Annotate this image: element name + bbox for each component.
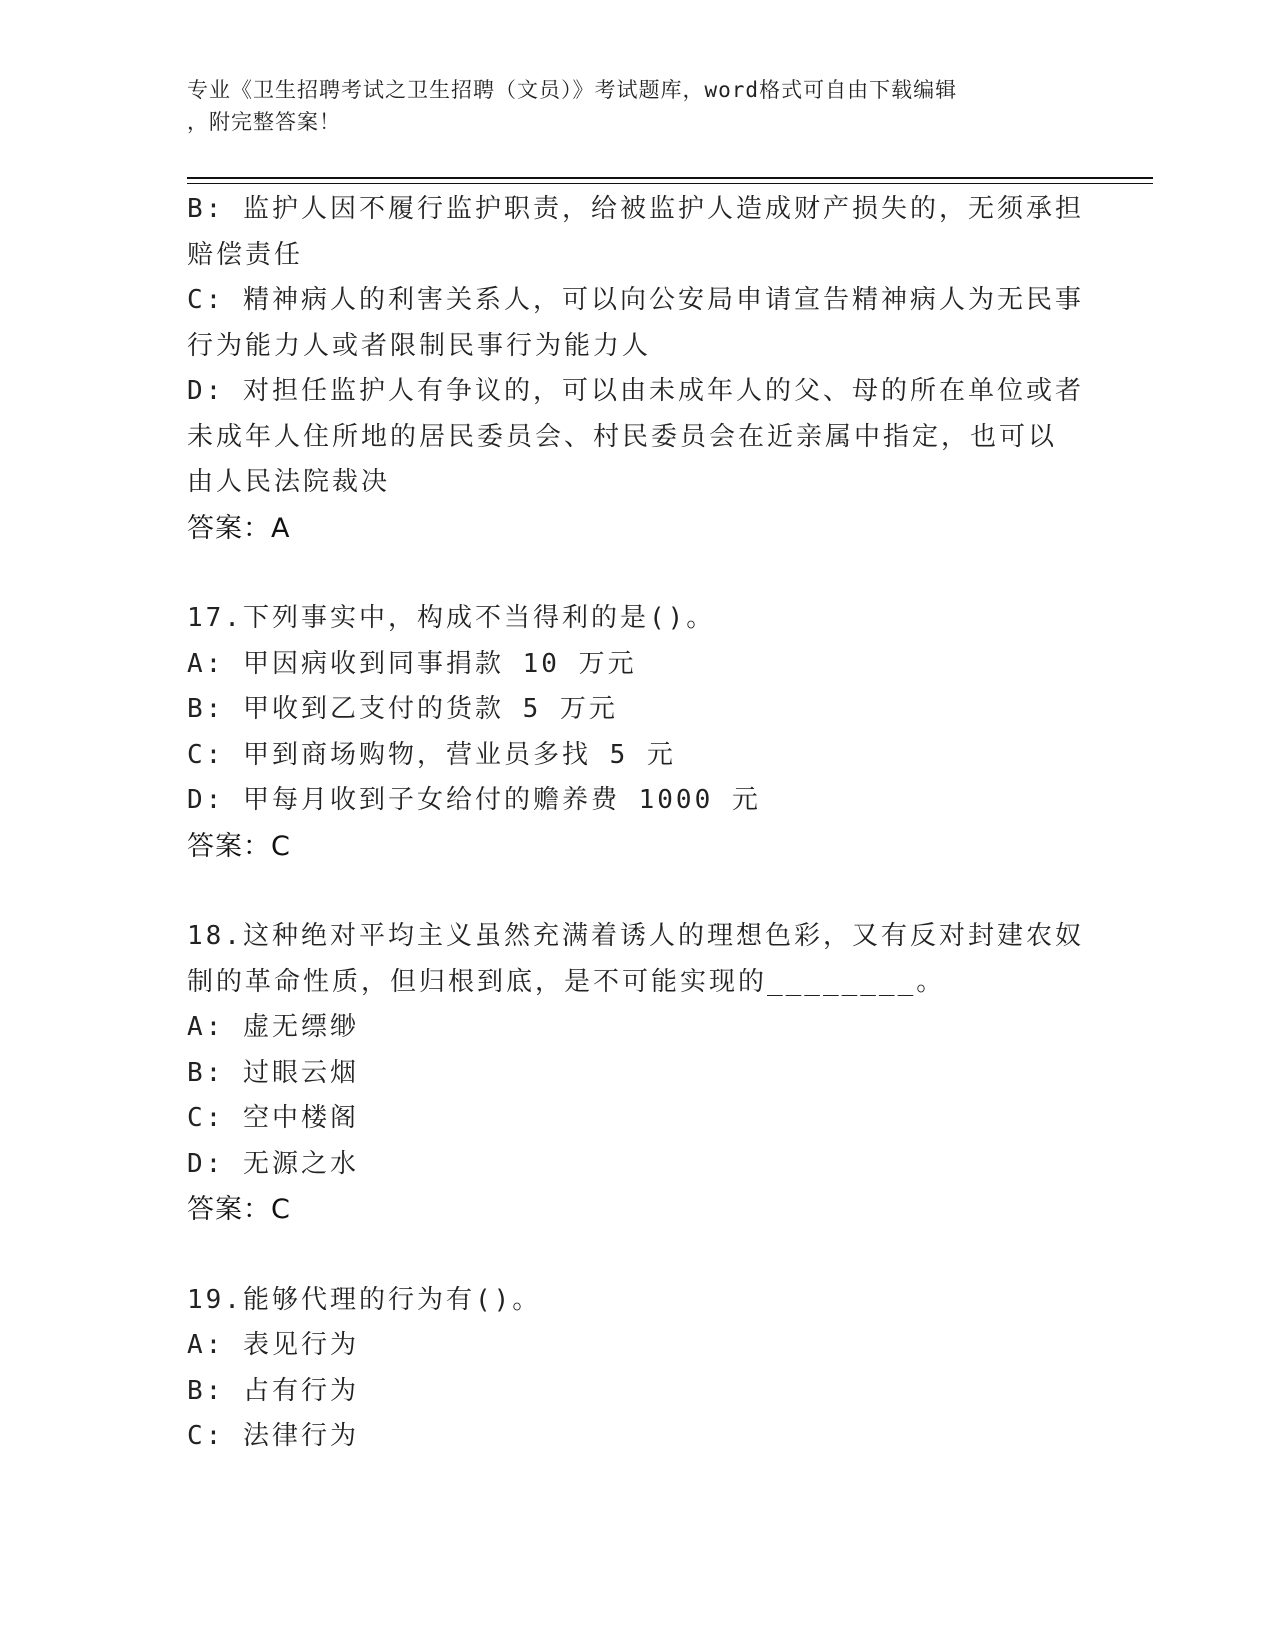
q16-option-b-line-2: 赔偿责任 <box>187 239 304 270</box>
q17-answer: 答案：C <box>187 830 291 862</box>
spacer <box>187 869 1087 914</box>
q17-option-c: C: 甲到商场购物，营业员多找 5 元 <box>187 739 676 770</box>
q17-option-b: B: 甲收到乙支付的货款 5 万元 <box>187 694 618 724</box>
q18-answer: 答案：C <box>187 1194 291 1225</box>
q18-option-a: A: 虚无缥缈 <box>187 1012 359 1042</box>
q19-question: 19.能够代理的行为有()。 <box>187 1284 542 1315</box>
q16-option-d-line-3: 由人民法院裁决 <box>187 467 391 497</box>
q19-option-b: B: 占有行为 <box>187 1375 359 1406</box>
question-list <box>187 187 1087 1460</box>
question-19-block <box>187 1278 1087 1460</box>
q18-option-d: D: 无源之水 <box>187 1148 359 1179</box>
q17-option-a: A: 甲因病收到同事捐款 10 万元 <box>187 648 637 679</box>
question-17-block <box>187 596 1087 869</box>
q16-answer: 答案：A <box>187 512 291 544</box>
question-16-block <box>187 187 1087 551</box>
q17-question: 17.下列事实中，构成不当得利的是()。 <box>187 603 716 633</box>
q18-option-c: C: 空中楼阁 <box>187 1103 359 1133</box>
header-line-1: 专业《卫生招聘考试之卫生招聘（文员）》考试题库，word格式可自由下载编辑 <box>187 78 958 102</box>
header-divider-thin <box>187 183 1153 184</box>
q16-option-d-line-1: D: 对担任监护人有争议的，可以由未成年人的父、母的所在单位或者 <box>187 376 1084 406</box>
q18-question-line-2: 制的革命性质，但归根到底，是不可能实现的________。 <box>187 966 946 997</box>
q18-question-line-1: 18.这种绝对平均主义虽然充满着诱人的理想色彩，又有反对封建农奴 <box>187 921 1084 951</box>
spacer <box>187 1233 1087 1278</box>
header-divider-thick <box>187 177 1153 179</box>
page-header <box>187 74 1087 138</box>
q16-option-c-line-1: C: 精神病人的利害关系人，可以向公安局申请宣告精神病人为无民事 <box>187 285 1084 315</box>
question-18-block <box>187 914 1087 1233</box>
q16-option-b-line-1: B: 监护人因不履行监护职责，给被监护人造成财产损失的，无须承担 <box>187 194 1084 224</box>
q19-option-a: A: 表见行为 <box>187 1330 359 1360</box>
q16-option-d-line-2: 未成年人住所地的居民委员会、村民委员会在近亲属中指定，也可以 <box>187 421 1058 452</box>
q17-option-d: D: 甲每月收到子女给付的赡养费 1000 元 <box>187 785 761 815</box>
q19-option-c: C: 法律行为 <box>187 1421 359 1451</box>
header-line-2: ，附完整答案！ <box>187 110 341 134</box>
spacer <box>187 551 1087 596</box>
q18-option-b: B: 过眼云烟 <box>187 1057 359 1088</box>
q16-option-c-line-2: 行为能力人或者限制民事行为能力人 <box>187 330 652 361</box>
